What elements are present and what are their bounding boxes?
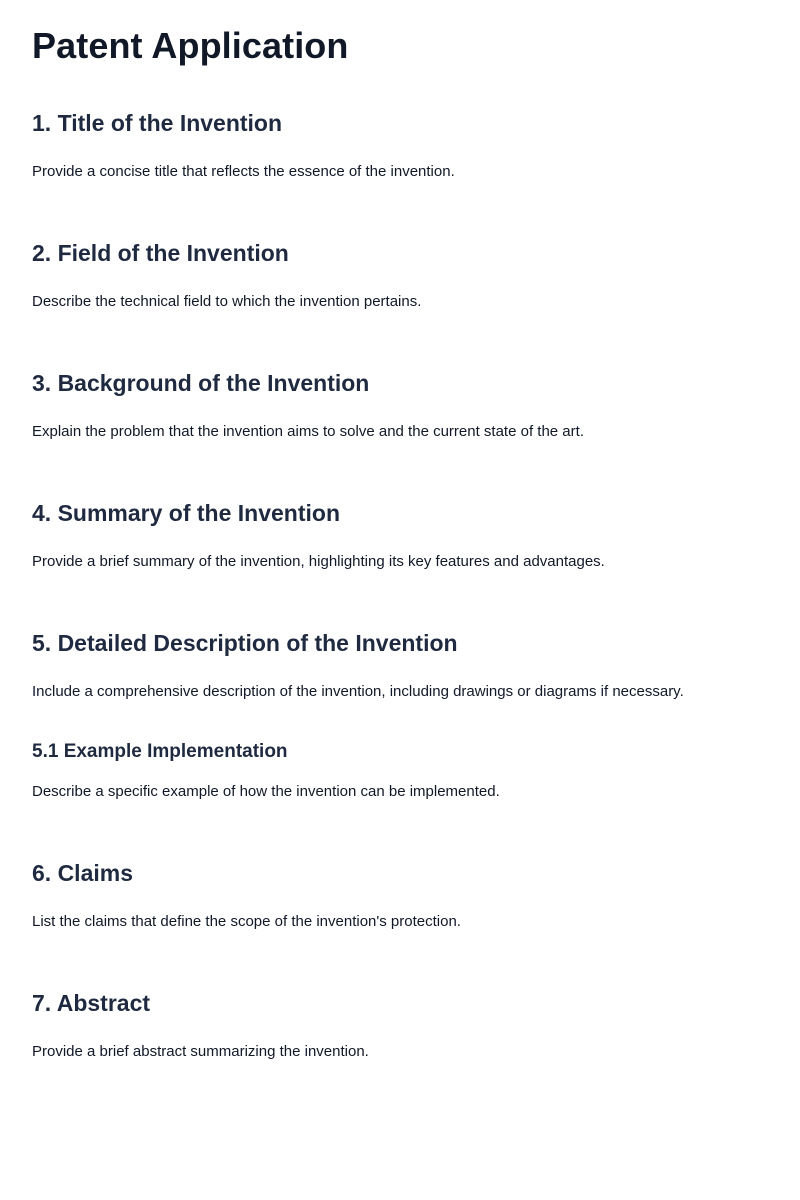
section-body: Describe the technical field to which the invention pertains. — [32, 293, 422, 310]
subsection-heading: 5.1 Example Implementation — [32, 741, 288, 762]
section-field-of-invention — [32, 238, 768, 312]
section-heading: 1. Title of the Invention — [32, 110, 283, 136]
section-body: Include a comprehensive description of the invention, including drawings or diagrams if necessary. — [32, 683, 684, 700]
section-heading: 6. Claims — [32, 860, 133, 886]
section-body: Provide a brief abstract summarizing the invention. — [32, 1043, 369, 1060]
subsection-body: Describe a specific example of how the invention can be implemented. — [32, 783, 500, 800]
section-heading: 3. Background of the Invention — [32, 370, 370, 396]
section-title-of-invention — [32, 108, 768, 182]
section-detailed-description — [32, 628, 768, 802]
section-heading: 2. Field of the Invention — [32, 240, 289, 266]
subsection-example-implementation — [32, 740, 768, 802]
page-title: Patent Application — [32, 25, 349, 66]
section-heading: 5. Detailed Description of the Invention — [32, 630, 458, 656]
section-body: Explain the problem that the invention aims to solve and the current state of the art. — [32, 423, 584, 440]
section-summary — [32, 498, 768, 572]
section-body: List the claims that define the scope of the invention's protection. — [32, 913, 461, 930]
section-claims — [32, 858, 768, 932]
section-abstract — [32, 988, 768, 1062]
section-heading: 7. Abstract — [32, 990, 151, 1016]
section-body: Provide a brief summary of the invention, highlighting its key features and advantages. — [32, 553, 605, 570]
section-body: Provide a concise title that reflects the essence of the invention. — [32, 163, 455, 180]
section-heading: 4. Summary of the Invention — [32, 500, 340, 526]
section-background — [32, 368, 768, 442]
